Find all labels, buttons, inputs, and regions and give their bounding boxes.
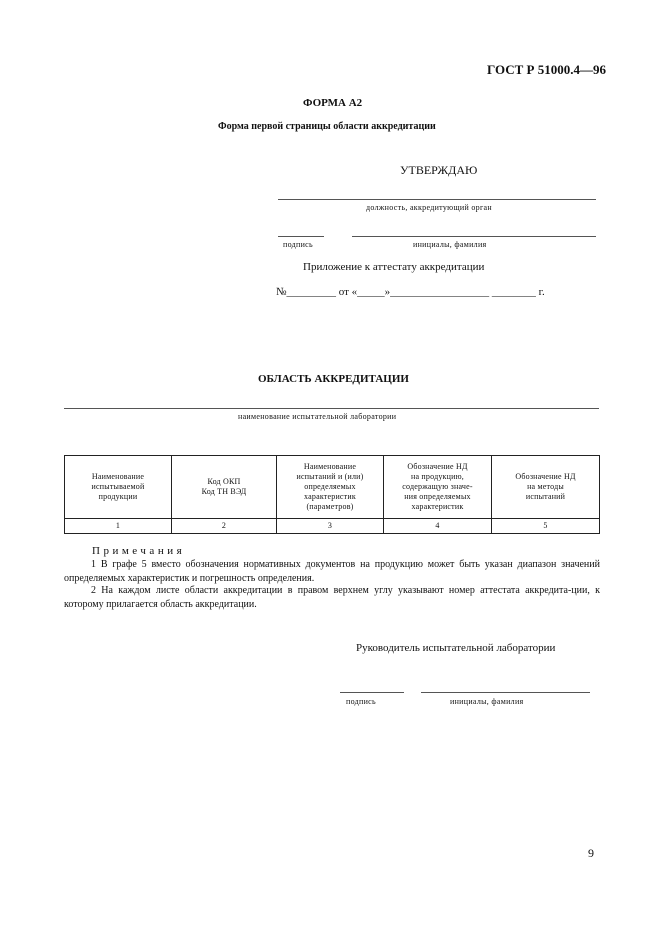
date-month-blank: __________________ xyxy=(390,286,490,298)
table-header-row xyxy=(65,456,600,519)
number-prefix: № xyxy=(276,286,287,298)
number-blank: _________ xyxy=(286,286,336,298)
approval-title: УТВЕРЖДАЮ xyxy=(400,163,478,177)
signature-caption: подпись xyxy=(283,240,313,249)
head-signature-caption: подпись xyxy=(346,697,376,706)
header-cell-nd-product: Обозначение НД на продукцию, содержащую значе- ния определяемых характеристик xyxy=(384,456,492,519)
header-cell-tests: Наименование испытаний и (или) определяемых характеристик (параметров) xyxy=(277,456,384,519)
lab-name-line xyxy=(64,408,599,409)
certificate-number-row xyxy=(276,286,545,298)
date-close: » xyxy=(384,286,391,298)
note-item-2: 2 На каждом листе области аккредитации в правом верхнем углу указывают номер аттестата аккредита-ции, к которому прилагается область аккредитации. xyxy=(64,585,600,610)
initials-caption: инициалы, фамилия xyxy=(413,240,487,249)
date-from: от « xyxy=(338,286,358,298)
head-signature-line xyxy=(340,692,404,693)
form-label: ФОРМА А2 xyxy=(303,97,363,109)
standard-code: ГОСТ Р 51000.4—96 xyxy=(487,62,606,77)
column-number: 1 xyxy=(65,519,172,534)
header-cell-product: Наименование испытываемой продукции xyxy=(65,456,172,519)
table-number-row xyxy=(65,519,600,534)
header-cell-nd-methods: Обозначение НД на методы испытаний xyxy=(492,456,600,519)
scope-title: ОБЛАСТЬ АККРЕДИТАЦИИ xyxy=(258,373,409,385)
header-cell-codes: Код ОКП Код ТН ВЭД xyxy=(172,456,277,519)
column-number: 2 xyxy=(172,519,277,534)
page-number: 9 xyxy=(588,846,594,860)
date-year-suffix: г. xyxy=(538,286,545,298)
date-day-blank: _____ xyxy=(357,286,385,298)
note-item-1: 1 В графе 5 вместо обозначения нормативных документов на продукцию может быть указан диапазон значений определяемых характеристик и погрешность определения. xyxy=(64,559,600,584)
form-subtitle: Форма первой страницы области аккредитации xyxy=(218,121,436,132)
head-initials-line xyxy=(421,692,590,693)
column-number: 3 xyxy=(277,519,384,534)
signature-line xyxy=(278,236,324,237)
date-year-blank: ________ xyxy=(491,286,536,298)
position-line xyxy=(278,199,596,200)
scope-table xyxy=(64,455,600,534)
column-number: 4 xyxy=(384,519,492,534)
lab-head-role: Руководитель испытательной лаборатории xyxy=(356,642,556,654)
notes-heading: Примечания xyxy=(92,545,186,557)
appendix-text: Приложение к аттестату аккредитации xyxy=(303,261,485,273)
lab-name-caption: наименование испытательной лаборатории xyxy=(238,412,397,421)
head-initials-caption: инициалы, фамилия xyxy=(450,697,524,706)
initials-line xyxy=(352,236,596,237)
column-number: 5 xyxy=(492,519,600,534)
position-caption: должность, аккредитующий орган xyxy=(366,203,492,212)
